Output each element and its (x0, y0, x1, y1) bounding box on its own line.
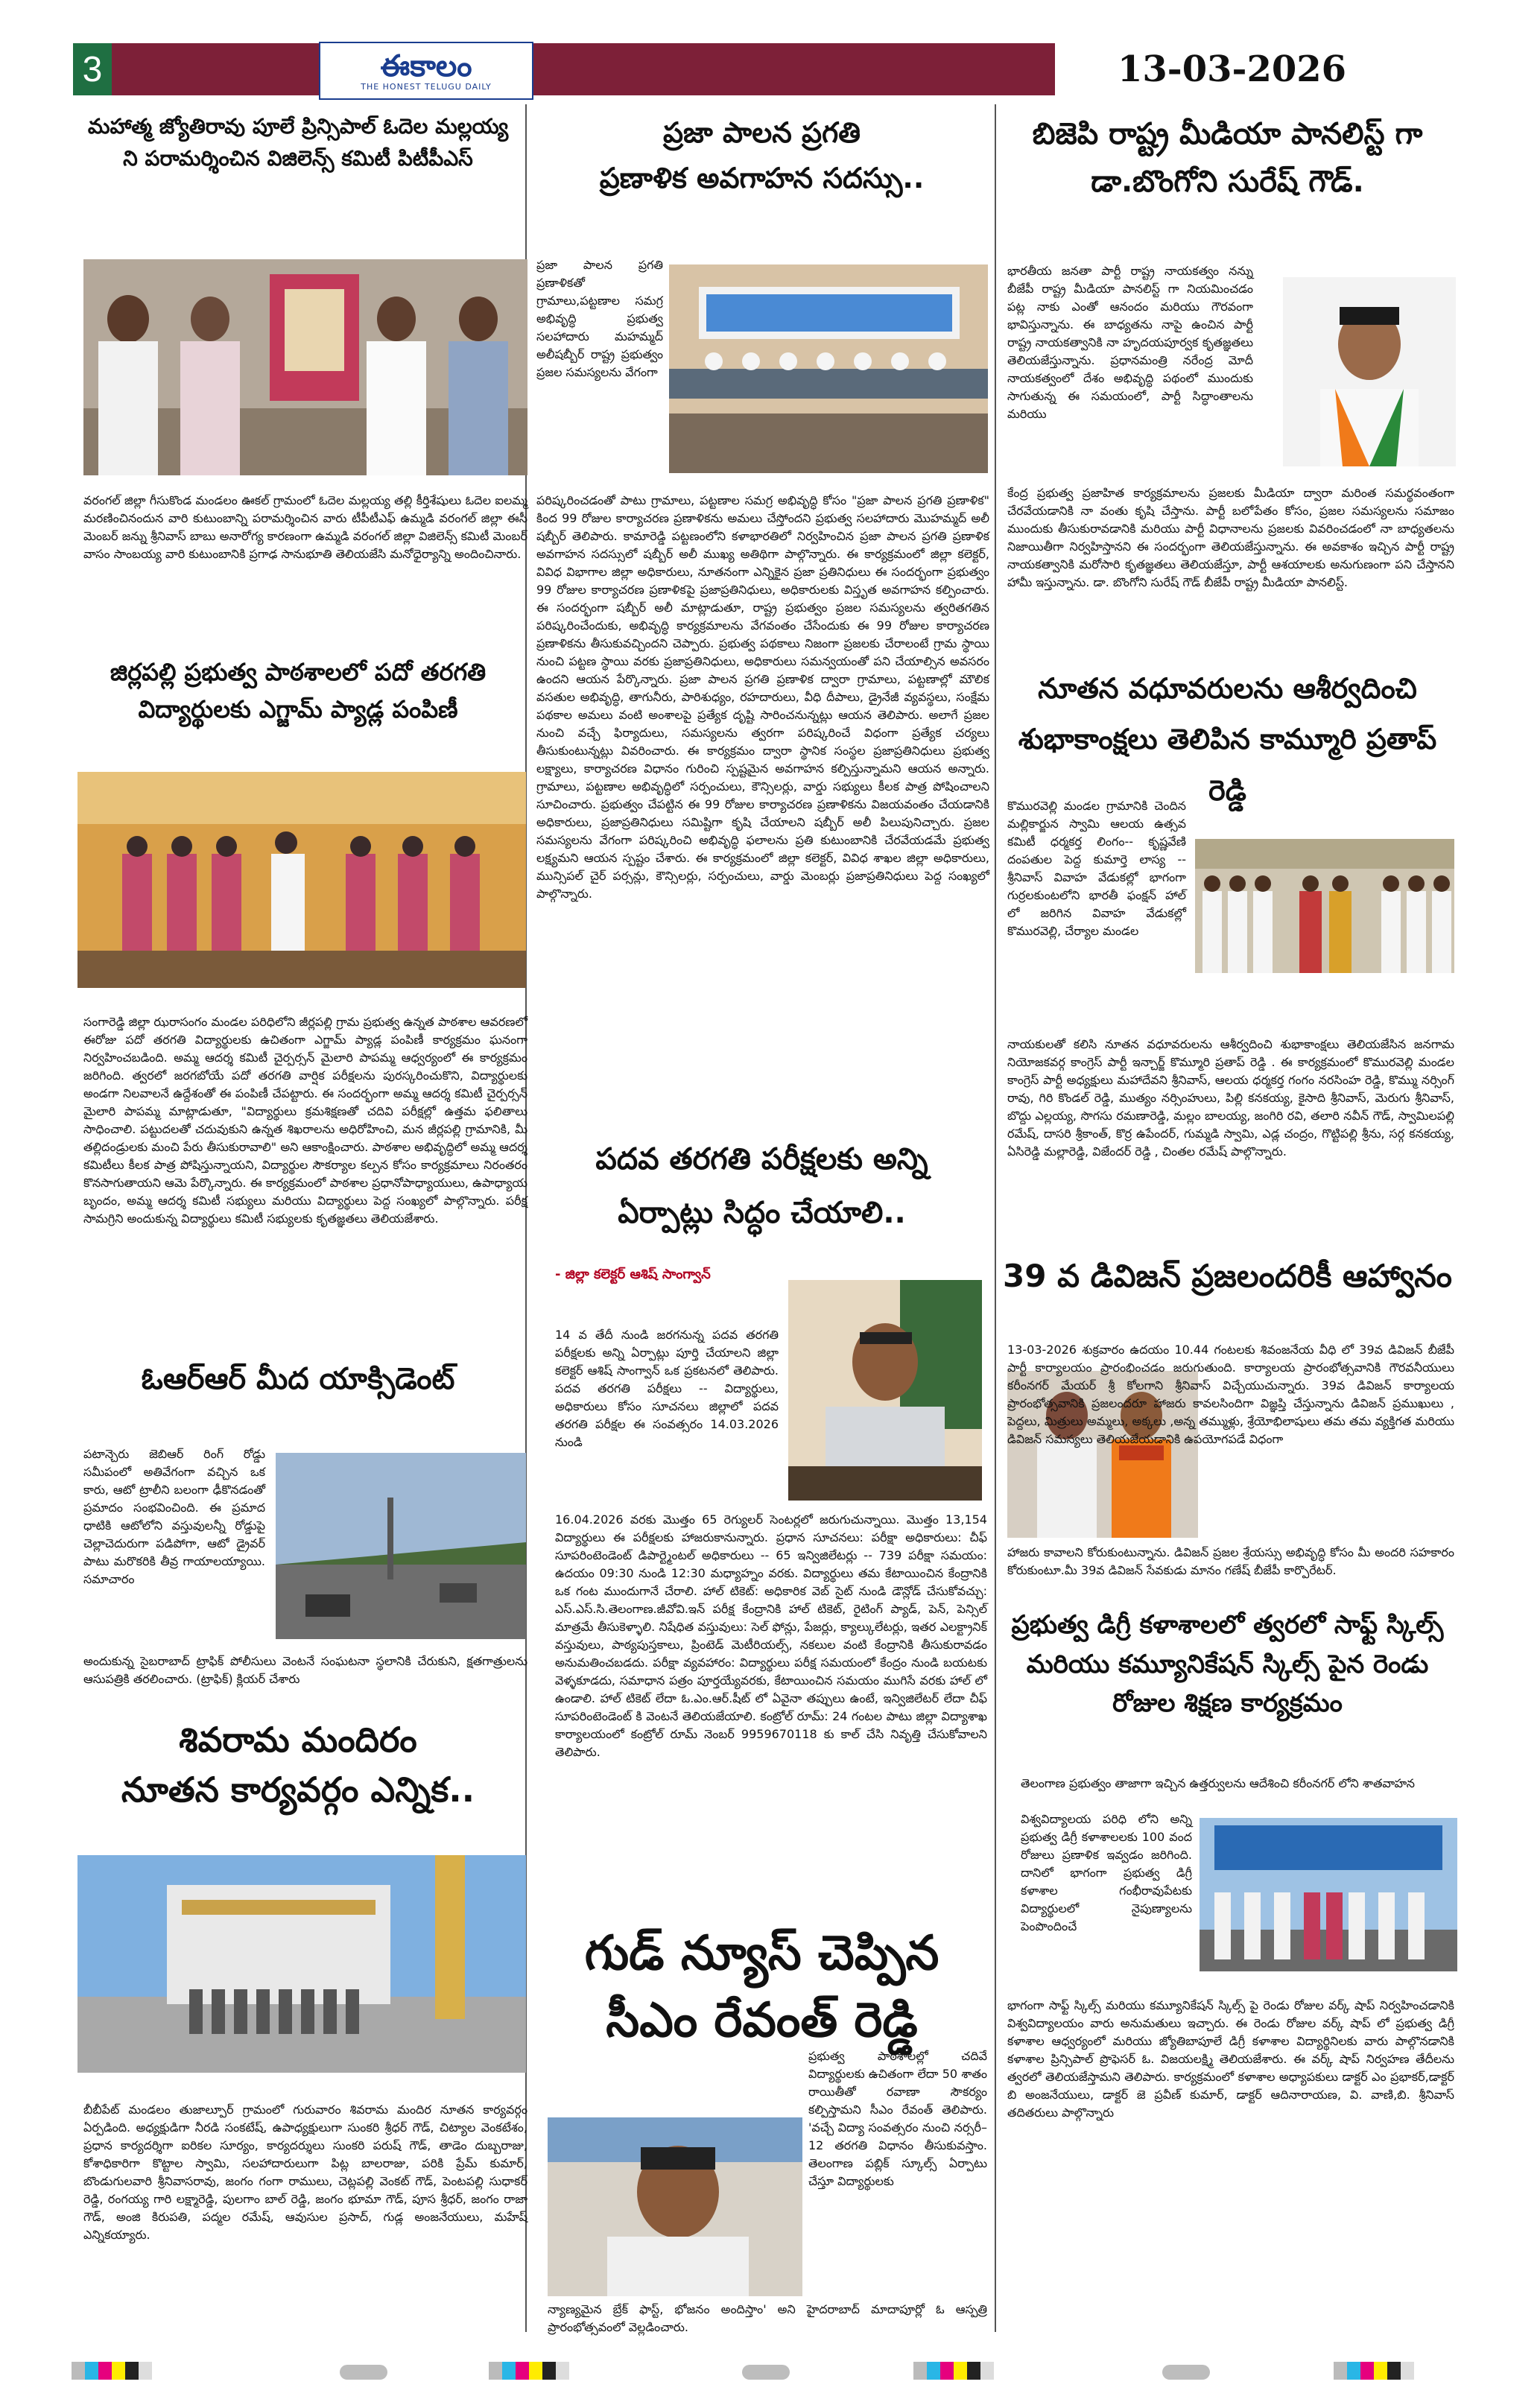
issue-date: 13-03-2026 (1118, 48, 1347, 90)
article-3-headline: ఓఆర్ఆర్ మీద యాక్సిడెంట్ (141, 1362, 455, 1396)
article-6-photo (788, 1280, 982, 1501)
page-number: 3 (73, 43, 112, 95)
article-8-photo (1283, 277, 1456, 466)
article-8-side-text: భారతీయ జనతా పార్టీ రాష్ట్ర నాయకత్వం నన్ను బీజేపీ రాష్ట్ర మీడియా పానలిస్ట్ గా నియమించడం పట్ల నాకు ఎంతో ఆనందం మరియు గౌరవంగా భావిస్తున్నాను. ఈ బాధ్యతను నాపై ఉంచిన పార్టీ రాష్ట్ర నాయకత్వానికి నా హృదయపూర్వక కృతజ్ఞతలు తెలియజేస్తున్నాను. ప్రధానమంత్రి నరేంద్ర మోదీ నాయకత్వంలో దేశం అభివృద్ధి పథంలో ముందుకు సాగుతున్న ఈ సమయంలో, పార్టీ సిద్ధాంతాలను మరియు (1007, 264, 1253, 421)
article-6-body: 16.04.2026 వరకు మొత్తం 65 రెగ్యులర్ సెంటర్లలో జరుగుచున్నాయి. మొత్తం 13,154 విద్యార్థులు ఈ పరీక్షలకు హాజరుకానున్నారు. ప్రధాన సూచనలు: పరీక్షా అధికారులు: చీఫ్ సూపరింటెండెంట్ డిపార్ట్మెంటల్ అధికారులు -- 65 ఇన్విజిలేటర్లు -- 739 పరీక్షా సమయం: ఉదయం 09:30 నుండి 12:30 మధ్యాహ్నం వరకు. విద్యార్థులు తమ కేటాయించిన కేంద్రానికి ఒక గంట ముందుగానే చేరాలి. హాల్ టికెట్: అధికారిక వెబ్ సైట్ నుండి డౌన్లోడ్ చేసుకోవచ్చు: ఎస్.ఎస్.సి.తెలంగాణ.జీవోవి.ఇన్ పరీక్ష కేంద్రానికి హాల్ టికెట్, రైటింగ్ ప్యాడ్, పెన్, పెన్సిల్ మాత్రమే తీసుకెళ్ళాలి. నిషేధిత వస్తువులు: సెల్ ఫోన్లు, పేజర్లు, క్యాల్కులేటర్లు, ఇతర ఎలక్ట్రానిక్ వస్తువులు, పాఠ్యపుస్తకాలు, ప్రింటెడ్ మెటీరియల్స్, నకలుల వంటి కేంద్రానికి తీసుకురావడం అనుమతించబడదు. పరీక్షా వ్యవహారం: విద్యార్థులు పరీక్ష సమయంలో కేంద్రం నుండి బయటకు వెళ్ళకూడదు, సమాధాన పత్రం పూర్తయ్యేవరకు, కేటాయించిన సమయం ముగిసే వరకు హాల్ లో ఉండాలి. హాల్ టికెట్ లేదా ఓ.ఎం.ఆర్.షీట్ లో ఏవైనా తప్పులు ఉంటే, ఇన్విజిలేటర్ లేదా చీఫ్ సూపరింటెండెంట్ కి వెంటనే తెలియజేయాలి. కంట్రోల్ రూమ్: 24 గంటల పాటు జిల్లా విద్యాశాఖ కార్యాలయంలో కంట్రోల్ రూమ్ నెంబర్ 9959670118 కు కాల్ చేసి నివృత్తి చేసుకోవాలని తెలిపారు. (555, 1512, 987, 1759)
article-4-photo (77, 1855, 526, 2073)
article-5-body: పరిష్కరించడంతో పాటు గ్రామాలు, పట్టణాల సమగ్ర అభివృద్ధి కోసం "ప్రజా పాలన ప్రగతి ప్రణాళిక" కింద 99 రోజుల కార్యాచరణ ప్రణాళికను అమలు చేస్తోందని ప్రభుత్వ సలహాదారు మొహమ్మద్ అలీ షబ్బీర్ తెలిపారు. కామారెడ్డి పట్టణంలోని కళాభారతిలో నిర్వహించిన ప్రజా పాలన ప్రగతి ప్రణాళిక అవగాహన సదస్సులో షబ్బీర్ అలీ ముఖ్య అతిథిగా పాల్గొన్నారు. ఈ కార్యక్రమంలో జిల్లా కలెక్టర్, వివిధ విభాగాల జిల్లా అధికారులు, నూతనంగా ఎన్నికైన ప్రజా ప్రతినిధులు ఈ సందర్భంగా ప్రభుత్వం 99 రోజుల కార్యాచరణ ప్రణాళికపై ప్రజాప్రతినిధులు, అధికారులకు విస్తృత అవగాహన కల్పించారు. ఈ సందర్భంగా షబ్బీర్ అలీ మాట్లాడుతూ, రాష్ట్ర ప్రభుత్వం ప్రజల సమస్యలను త్వరితగతిన పరిష్కరించేందుకు, అభివృద్ధి కార్యక్రమాలను వేగవంతం చేసేందుకు ఈ 99 రోజుల కార్యాచరణ ప్రణాళికను తీసుకువచ్చిందని చెప్పారు. ప్రభుత్వ పథకాలు నిజంగా ప్రజలకు చేరాలంటే గ్రామ స్థాయి నుంచి పట్టణ స్థాయి వరకు ప్రజాప్రతినిధులు, అధికారులు సమన్వయంతో పని చేయాల్సిన అవసరం ఉందని ఆయన పేర్కొన్నారు. ప్రజా పాలన ప్రగతి ప్రణాళిక ద్వారా గ్రామాలు, పట్టణాల్లో మౌలిక వసతుల అభివృద్ధి, తాగునీరు, పారిశుధ్యం, రహదారులు, వీధి దీపాలు, డ్రైనేజీ వ్యవస్థలు, సంక్షేమ పథకాల అమలు వంటి అంశాలపై ప్రత్యేక దృష్టి సారించనున్నట్లు ఆయన తెలిపారు. అలాగే ప్రజల నుంచి వచ్చే ఫిర్యాదులు, సమస్యలను త్వరగా పరిష్కరించే విధంగా ప్రత్యేక చర్యలు తీసుకుంటున్నట్లు వివరించారు. ఈ కార్యక్రమం ద్వారా స్థానిక సంస్థల ప్రజాప్రతినిధులు ప్రభుత్వ లక్ష్యాలు, కార్యాచరణ విధానం గురించి స్పష్టమైన అవగాహన కల్పిస్తున్నామని ఆయన అన్నారు. గ్రామాలు, పట్టణాల అభివృద్ధిలో సర్పంచులు, కౌన్సిలర్లు, వార్డు సభ్యులు కీలక పాత్ర పోషించాలని సూచించారు. ప్రభుత్వం చేపట్టిన ఈ 99 రోజుల కార్యాచరణ ప్రణాళికను విజయవంతం చేయడానికి అధికారులు, ప్రజాప్రతినిధులు సమిష్టిగా కృషి చేయాలని షబ్బీర్ అలీ పిలుపునిచ్చారు. ప్రజల సమస్యలను వేగంగా పరిష్కరించి అభివృద్ధి ఫలాలను ప్రతి కుటుంబానికి చేరవేయడమే ప్రభుత్వ లక్ష్యమని ఆయన స్పష్టం చేశారు. ఈ కార్యక్రమంలో జిల్లా కలెక్టర్, వివిధ శాఖల జిల్లా అధికారులు, మున్సిపల్ చైర్ పర్సన్లు, కౌన్సిలర్లు, సర్పంచులు, వార్డు మెంబర్లు ప్రజాప్రతినిధులు పెద్ద సంఖ్యలో పాల్గొన్నారు. (536, 493, 989, 901)
article-7-headline: గుడ్ న్యూస్ చెప్పిన సీఎం రేవంత్ రెడ్డి (584, 1926, 939, 2048)
article-7-body: న్యాణ్యమైన బ్రేక్ ఫాస్ట్, భోజనం అందిస్తాం' అని హైదరాబాద్ మాదాపూర్లో ఓ ఆస్పత్రి ప్రారంభోత్సవంలో వెల్లడించారు. (548, 2302, 987, 2334)
color-registration-strip (72, 2362, 152, 2380)
registration-oval (340, 2365, 387, 2380)
article-7-side-text: ప్రభుత్వ పాఠశాలల్లో చదివే విద్యార్థులకు ఉచితంగా లేదా 50 శాతం రాయితీతో రవాణా సౌకర్యం కల్పిస్తామని సీఎం రేవంత్ తెలిపారు. 'వచ్చే విద్యా సంవత్సరం నుంచి నర్సరీ–12 తరగతి విధానం తీసుకువస్తాం. తెలంగాణ పబ్లిక్ స్కూల్స్ ఏర్పాటు చేస్తూ విద్యార్థులకు (808, 2049, 987, 2188)
article-6-side-text: 14 వ తేదీ నుండి జరగనున్న పదవ తరగతి పరీక్షలకు అన్ని ఏర్పాట్లు పూర్తి చేయాలని జిల్లా కలెక్టర్ ఆశిష్ సాంగ్వాన్ ఒక ప్రకటనలో తెలిపారు. పదవ తరగతి పరీక్షలు -- విద్యార్థులు, అధికారులు కోసం సూచనలు జిల్లాలో పదవ తరగతి పరీక్షల ఈ సంవత్సరం 14.03.2026 నుండి (555, 1328, 779, 1449)
article-11-intro: తెలంగాణ ప్రభుత్వం తాజాగా ఇచ్చిన ఉత్తర్వులను ఆదేశించి కరీంనగర్ లోని శాతవాహన (1021, 1776, 1415, 1790)
article-11-body: భాగంగా సాఫ్ట్ స్కిల్స్ మరియు కమ్యూనికేషన్ స్కిల్స్ పై రెండు రోజుల వర్క్ షాప్ నిర్వహించడానికి విశ్వవిద్యాలయం వారు అనుమతులు ఇచ్చారు. ఈ రెండు రోజుల వర్క్ షాప్ లో ప్రభుత్వ డిగ్రీ కళాశాల ఆధ్వర్యంలో మరియు జ్యోతిబాపూలే డిగ్రీ కళాశాల విద్యార్థినిలకు వారు పాల్గొనడానికి కళాశాల ప్రిన్సిపాల్ ప్రొఫెసర్ ఓ. విజయలక్ష్మి తెలియజేశారు. ఈ వర్క్ షాప్ నిర్వహణ తేదీలను త్వరలో తెలియజేస్తామని తెలిపారు. కార్యక్రమంలో కళాశాల అధ్యాపకులు డాక్టర్ ఎం ప్రభాకర్,డాక్టర్ బి అంజనేయులు, డాక్టర్ జె ప్రవీణ్ కుమార్, డాక్టర్ ఆదినారాయణ, వి. వాణి,బి. శ్రీనివాస్ తదితరులు పాల్గొన్నారు (1007, 1998, 1454, 2120)
article-2-body: సంగారెడ్డి జిల్లా ఝరాసంగం మండల పరిధిలోని జీర్లపల్లి గ్రామ ప్రభుత్వ ఉన్నత పాఠశాల ఆవరణలో ఈరోజు పదో తరగతి విద్యార్థులకు ఉచితంగా ఎగ్జామ్ ప్యాడ్ల పంపిణీ కార్యక్రమం ఘనంగా నిర్వహించబడింది. అమ్మ ఆదర్శ కమిటీ చైర్పర్సన్ మైలారి పాపమ్మ ఆధ్వర్యంలో ఈ కార్యక్రమం జరిగింది. త్వరలో జరగబోయే పదో తరగతి వార్షిక పరీక్షలను పురస్కరించుకొని, విద్యార్థులకు అండగా నిలవాలనే ఉద్దేశంతో ఈ పంపిణీ చేపట్టారు. ఈ సందర్భంగా అమ్మ ఆదర్శ కమిటీ చైర్పర్సన్ మైలారి పాపమ్మ మాట్లాడుతూ, "విద్యార్థులు క్రమశిక్షణతో చదివి పరీక్షల్లో ఉత్తమ ఫలితాలు సాధించాలి. పట్టుదలతో చదువుకుని ఉన్నత శిఖరాలను అధిరోహించి, మన జీర్లపల్లి గ్రామానికి, మీ తల్లిదండ్రులకు మంచి పేరు తీసుకురావాలి" అని ఆకాంక్షించారు. పాఠశాల అభివృద్ధిలో అమ్మ ఆదర్శ కమిటీలు కీలక పాత్ర పోషిస్తున్నాయని, విద్యార్థుల సౌకర్యాల కల్పన కోసం కార్యక్రమాలు నిరంతరం కొనసాగుతాయని ఆమె పేర్కొన్నారు. ఈ కార్యక్రమంలో పాఠశాల ప్రధానోపాధ్యాయులు, ఉపాధ్యాయ బృందం, అమ్మ ఆదర్శ కమిటీ సభ్యులు మరియు విద్యార్థులు పెద్ద సంఖ్యలో పాల్గొన్నారు. పరీక్ష సామగ్రిని అందుకున్న విద్యార్థులు కమిటీ సభ్యులకు కృతజ్ఞతలు తెలియజేశారు. (83, 1015, 527, 1226)
registration-oval (1162, 2365, 1210, 2380)
article-3-body: అందుకున్న సైబరాబాద్ ట్రాఫిక్ పోలీసులు వెంటనే సంఘటనా స్థలానికి చేరుకుని, క్షతగాత్రులను ఆసుపత్రికి తరలించారు. (ట్రాఫిక్) క్లియర్ చేశారు (83, 1654, 527, 1686)
article-11-side-text: విశ్వవిద్యాలయ పరిధి లోని అన్ని ప్రభుత్వ డిగ్రీ కళాశాలలకు 100 వంద రోజులు ప్రణాళిక ఇవ్వడం జరిగింది. దానిలో భాగంగా ప్రభుత్వ డిగ్రీ కళాశాల గంభీరావుపేటకు విద్యార్థులలో నైపుణ్యాలను పెంపొందించే (1021, 1812, 1192, 1933)
article-1-body: వరంగల్ జిల్లా గీసుకొండ మండలం ఊకల్ గ్రామంలో ఓదెల మల్లయ్య తల్లి కీర్తిశేషులు ఓదెల ఐలమ్మ మరణించినందున వారి కుటుంబాన్ని పరామర్శించిన వారు టీపీటీఎఫ్ ఉమ్మడి వరంగల్ జిల్లా ఈసీ మెంబర్ జన్ను శ్రీనివాస్ బాబు అనారోగ్య కారణంగా ఉమ్మడి వరంగల్ జిల్లా విజిలెన్స్ కమిటీ మెంబర్ వాసం సాంబయ్య వారి కుటుంబానికి ప్రగాఢ సానుభూతి తెలియజేసి మనోధైర్యాన్ని అందించినారు. (83, 493, 527, 561)
article-9-side-text: కొమురవెల్లి మండల గ్రామానికి చెందిన మల్లికార్జున స్వామి ఆలయ ఉత్సవ కమిటీ ధర్మకర్త లింగం-- కృష్ణవేణి దంపతుల పెద్ద కుమార్తె లాస్య -- శ్రీనివాస్ వివాహ వేడుకల్లో భాగంగా గుర్రలకుంటలోని భారతీ ఫంక్షన్ హాల్ లో జరిగిన వివాహ వేడుకల్లో కొమురవెల్లి, చేర్యాల మండల (1007, 799, 1186, 938)
article-5-headline: ప్రజా పాలన ప్రగతి ప్రణాళిక అవగాహన సదస్సు.. (599, 116, 925, 194)
masthead-band (112, 43, 1055, 95)
color-registration-strip (913, 2362, 994, 2380)
article-8-headline: బిజెపి రాష్ట్ర మీడియా పానలిస్ట్ గా డా.బొంగోని సురేష్ గౌడ్. (1032, 117, 1423, 199)
article-9-photo (1195, 839, 1454, 973)
color-registration-strip (1334, 2362, 1414, 2380)
article-8-body: కేంద్ర ప్రభుత్వ ప్రజాహిత కార్యక్రమాలను ప్రజలకు మీడియా ద్వారా మరింత సమర్థవంతంగా చేరవేయడానికి నా వంతు కృషి చేస్తాను. పార్టీ బలోపేతం కోసం, ప్రజల సమస్యలను సమాజం ముందుకు తీసుకురావడానికి మరియు పార్టీ విధానాలను ప్రజలకు వివరించడంలో నా బాధ్యతలను నిజాయితీగా నిర్వహిస్తానని ఈ సందర్భంగా తెలియజేస్తున్నాను. ఈ అవకాశం ఇచ్చిన పార్టీ రాష్ట్ర నాయకత్వానికి మరోసారి కృతజ్ఞతలు తెలియజేస్తూ, పార్టీ ఆశయాలకు అనుగుణంగా పని చేస్తానని హామీ ఇస్తున్నాను. డా. బొంగోని సురేష్ గౌడ్ బీజేపీ రాష్ట్ర మీడియా పానలిస్ట్. (1007, 486, 1454, 589)
newspaper-logo (319, 42, 533, 100)
article-1-photo (83, 259, 527, 475)
article-5-side-text: ప్రజా పాలన ప్రగతి ప్రణాళికతో గ్రామాలు,పట్టణాల సమగ్ర అభివృద్ధి ప్రభుత్వ సలహాదారు మహమ్మద్ అలీషబ్బీర్ రాష్ట్ర ప్రభుత్వం ప్రజల సమస్యలను వేగంగా (536, 258, 663, 379)
color-registration-strip (489, 2362, 569, 2380)
article-10-headline: 39 వ డివిజన్ ప్రజలందరికీ ఆహ్వానం (1003, 1258, 1452, 1294)
article-4-headline: శివరామ మందిరం నూతన కార్యవర్గం ఎన్నిక.. (121, 1720, 475, 1810)
article-2-photo (77, 772, 526, 988)
article-7-photo (548, 2117, 802, 2296)
article-3-photo (276, 1453, 526, 1639)
column-divider (995, 104, 996, 2332)
article-11-headline: ప్రభుత్వ డిగ్రీ కళాశాలలో త్వరలో సాఫ్ట్ స్కిల్స్ మరియు కమ్యూనికేషన్ స్కిల్స్ పైన రెండు రోజుల శిక్షణ కార్యక్రమం (1011, 1610, 1444, 1719)
article-10-body: హాజరు కావాలని కోరుకుంటున్నాను. డివిజన్ ప్రజల శ్రేయస్సు అభివృద్ధి కోసం మీ అందరి సహకారం కోరుకుంటూ.మీ 39వ డివిజన్ సేవకుడు మానం గణేష్ బీజేపీ కార్పొరేటర్. (1007, 1545, 1454, 1577)
article-3-side-text: పటాన్చెరు జెబిఆర్ రింగ్ రోడ్డు సమీపంలో అతివేగంగా వచ్చిన ఒక కారు, ఆటో ట్రాలీని బలంగా ఢీకొనడంతో ప్రమాదం సంభవించింది. ఈ ప్రమాద ధాటికి ఆటోలోని వస్తువులన్నీ రోడ్డుపై చెల్లాచెదురుగా పడిపోగా, ఆటో డ్రైవర్ పాటు మరొకరికి తీవ్ర గాయాలయ్యాయి. సమాచారం (83, 1447, 265, 1586)
registration-oval (742, 2365, 790, 2380)
article-11-photo (1200, 1818, 1457, 1971)
article-4-body: బీబీపేట్ మండలం తుజాల్పూర్ గ్రామంలో గురువారం శివరామ మందిర నూతన కార్యవర్గం ఏర్పడింది. అధ్యక్షుడిగా నీరడి సంకటేష్, ఉపాధ్యక్షులుగా సుంకరి శ్రీధర్ గౌడ్, చిట్యాల వెంకటేశం, ప్రధాన కార్యదర్శిగా ఐరికల సూర్యం, కార్యదర్శులు సుంకరి పరుష్ గౌడ్, తాడెం దుబ్బరాజు, కోశాధికారిగా కొట్టాల స్వామి, సలహాదారులుగా పిట్ల బాలరాజు, పరికి ప్రేమ్ కుమార్, బొండుగులవారి శ్రీనివాసరావు, జంగం గంగా రాములు, చెట్లపల్లి వెంకట్ గౌడ్, పెంటపల్లి సుధాకర్ రెడ్డి, రంగయ్య గారి లక్ష్మారెడ్డి, పులగాం బాల్ రెడ్డి, జంగం భూమా గౌడ్, పూస శ్రీధర్, జంగం రాజా గౌడ్, అంజి కిరుపతి, పద్మల రమేష్, ఆవుసుల ప్రసాద్, గుడ్ల అంజనేయులు, మహేష్ ఎన్నికయ్యారు. (83, 2103, 527, 2242)
article-9-body: నాయకులతో కలిసి నూతన వధూవరులను ఆశీర్వదించి శుభాకాంక్షలు తెలియజేసిన జనగామ నియోజకవర్గ కాంగ్రెస్ పార్టీ ఇన్చార్జ్ కొమ్మూరి ప్రతాప్ రెడ్డి . ఈ కార్యక్రమంలో కొమురవెల్లి మండల కాంగ్రెస్ పార్టీ అధ్యక్షులు మహాదేవని శ్రీనివాస్, ఆలయ ధర్మకర్త గంగం నరసింహ రెడ్డి, కొమ్ము నర్సింగ్ రావు, గిరి కొండల్ రెడ్డి, ముత్యం నర్సింహులు, పిల్లి కనకయ్య, కైసాది శ్రీనివాస్, మెరుగు శ్రీనివాస్, బొద్దు ఎల్లయ్య, సొగసు రమణారెడ్డి, మల్లం బాలయ్య, జంగిరి రవి, తలారి నవీన్ గౌడ్, స్వామిలపల్లి రమేష్, దాసరి శ్రీకాంత్, కొర్ర ఉపేందర్, గుమ్మడి స్వామి, ఎడ్ల చంద్రం, గొట్టిపల్లి శ్రీను, సర్గ కనకయ్య, ఏసిరెడ్డి మల్లారెడ్డి, విజేందర్ రెడ్డి , చింతల రమేష్ పాల్గొన్నారు. (1007, 1037, 1454, 1159)
logo-title: ఈకాలం (380, 48, 472, 83)
article-1-headline: మహాత్మ జ్యోతిరావు పూలే ప్రిన్సిపాల్ ఓదెల మల్లయ్య ని పరామర్శించిన విజిలెన్స్ కమిటీ పిటీపీఎస్ (87, 114, 509, 171)
article-5-photo (669, 264, 988, 473)
article-9-headline: నూతన వధూవరులను ఆశీర్వదించి శుభాకాంక్షలు తెలిపిన కామ్మూరి ప్రతాప్ రెడ్డి (1018, 672, 1437, 807)
article-6-byline: - జిల్లా కలెక్టర్ ఆశిష్ సాంగ్వాన్ (555, 1267, 711, 1282)
article-2-headline: జిర్లపల్లి ప్రభుత్వ పాఠశాలలో పదో తరగతి విద్యార్థులకు ఎగ్జామ్ ప్యాడ్ల పంపిణీ (110, 658, 487, 723)
article-10-side-text: 13-03-2026 శుక్రవారం ఉదయం 10.44 గంటలకు శివంజనేయ వీధి లో 39వ డివిజన్ బీజేపీ పార్టీ కార్యాలయం ప్రారంభించడం జరుగుతుంది. కార్యాలయ ప్రారంభోత్సవానికి గౌరవనీయులు కరీంనగర్ మేయర్ శ్రీ కోలగాని శ్రీనివాస్ విచ్చేయుచున్నారు. 39వ డివిజన్ కార్యాలయ ప్రారంభోత్సవానికి ప్రజలందరూ హాజరు కావలసిందిగా విజ్ఞప్తి చేస్తున్నాను డివిజన్ ప్రముఖులు , పెద్దలు, మిత్రులు అమ్మలు, అక్కలు ,అన్న తమ్ముళ్లు, శ్రేయోభిలాషులు తమ తమ వ్యక్తిగత మరియు డివిజన్ సమస్యలు తెలియజేయడానికి ఉపయోగపడే విధంగా (1007, 1343, 1454, 1446)
logo-tagline: THE HONEST TELUGU DAILY (361, 81, 492, 92)
article-6-headline: పదవ తరగతి పరీక్షలకు అన్ని ఏర్పాట్లు సిద్ధం చేయాలి.. (595, 1142, 928, 1230)
